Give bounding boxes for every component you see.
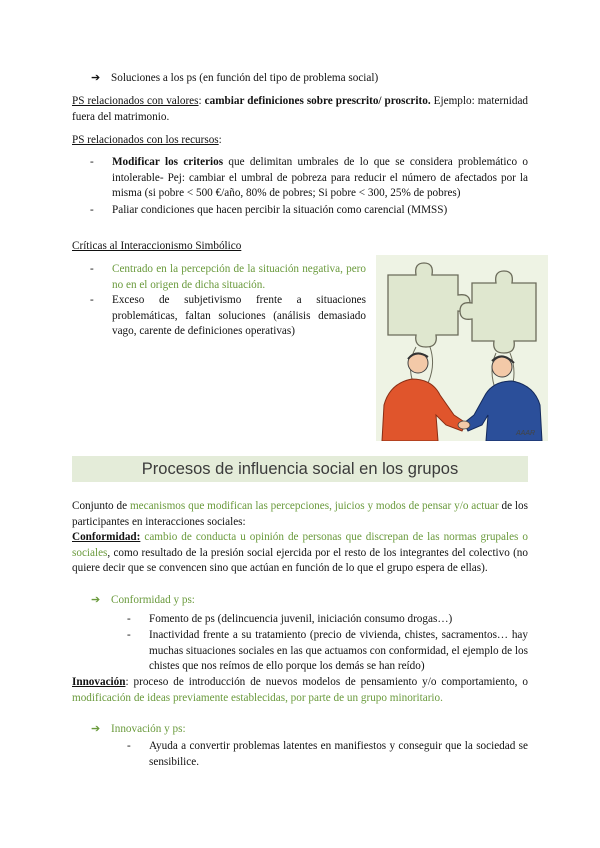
intro-green: mecanismos que modifican las percepciones, juicios y modos de pensar y/o actuar bbox=[129, 500, 499, 512]
recursos-item-1-text: que delimitan umbrales de lo que se considera problemático o intolerable- Pej: cambiar el umbral de pobreza para reducir el número de afectados por la misma (si pobre < 500 €/año, 80% de pobres; Si pobre < 300, 25% de pobres) bbox=[112, 156, 528, 199]
dash-bullet: - bbox=[90, 204, 94, 216]
dash-bullet: - bbox=[90, 263, 94, 275]
valores-colon: : bbox=[198, 95, 202, 107]
recursos-item-1 bbox=[90, 155, 528, 202]
conformidad-arrow-text: Conformidad y ps: bbox=[111, 594, 195, 606]
dash-bullet: - bbox=[127, 629, 131, 641]
recursos-label: PS relacionados con los recursos bbox=[72, 134, 219, 146]
recursos-item-2-text: Paliar condiciones que hacen percibir la situación como carencial (MMSS) bbox=[112, 204, 448, 216]
innovacion-term: Innovación bbox=[72, 676, 126, 688]
solutions-arrow-item bbox=[91, 71, 531, 87]
innovacion-paragraph bbox=[72, 675, 528, 706]
intro-post: de los participantes en interacciones sociales: bbox=[72, 500, 528, 528]
conformidad-paragraph bbox=[72, 530, 528, 577]
innovacion-arrow-text: Innovación y ps: bbox=[111, 723, 186, 735]
innovacion-item-1-text: Ayuda a convertir problemas latentes en manifiestos y conseguir que la sociedad se sensibilice. bbox=[149, 740, 528, 768]
arrow-icon: ➔ bbox=[91, 723, 101, 735]
innovacion-mid: : proceso de introducción de nuevos modelos de pensamiento y/o comportamiento, o bbox=[125, 676, 528, 688]
dash-bullet: - bbox=[127, 613, 131, 625]
dash-bullet: - bbox=[90, 156, 94, 168]
innovacion-green: modificación de ideas previamente establecidas, por parte de un grupo minoritario. bbox=[72, 691, 443, 704]
criticas-item-2-text: Exceso de subjetivismo frente a situaciones problemáticas, faltan soluciones (análisis demasiado vago, carente de definiciones operativas) bbox=[112, 294, 366, 337]
valores-label: PS relacionados con valores bbox=[72, 95, 199, 107]
recursos-heading bbox=[72, 133, 528, 149]
valores-rest: Ejemplo: maternidad fuera del matrimonio. bbox=[72, 95, 529, 123]
section-title: Procesos de influencia social en los grupos bbox=[141, 460, 459, 478]
conformidad-item-2-text: Inactividad frente a su tratamiento (precio de vivienda, chistes, sacramentos… hay muchas situaciones sociales en las que actuamos con conformidad, el ejemplo de los chistes que nos reímos de ello porque los demás se han reído) bbox=[149, 629, 528, 672]
recursos-item-1-bold: Modificar los criterios bbox=[112, 156, 224, 168]
innovacion-item-1 bbox=[127, 739, 528, 770]
dash-bullet: - bbox=[127, 740, 131, 752]
dash-bullet: - bbox=[90, 294, 94, 306]
intro-pre: Conjunto de bbox=[72, 500, 130, 512]
intro-paragraph bbox=[72, 499, 528, 530]
innovacion-arrow-item bbox=[91, 722, 491, 738]
arrow-icon: ➔ bbox=[91, 72, 101, 84]
conformidad-rest: , como resultado de la presión social ejercida por el resto de los integrantes del colectivo (no quiere decir que se convencen sino que actúan en función de lo que el grupo espera de ellas). bbox=[72, 546, 528, 574]
conformidad-item-1 bbox=[127, 612, 528, 628]
criticas-item-1 bbox=[90, 262, 366, 293]
conformidad-item-2 bbox=[127, 628, 528, 675]
criticas-item-2 bbox=[90, 293, 366, 340]
arrow-icon: ➔ bbox=[91, 594, 101, 606]
criticas-item-1-text: Centrado en la percepción de la situación negativa, pero no en el origen de dicha situación. bbox=[112, 263, 366, 291]
puzzle-heads-illustration bbox=[376, 255, 548, 441]
criticas-title: Críticas al Interaccionismo Simbólico bbox=[72, 240, 242, 252]
arrow-item-text: Soluciones a los ps (en función del tipo de problema social) bbox=[111, 72, 379, 84]
recursos-item-2 bbox=[90, 203, 528, 219]
conformidad-arrow-item bbox=[91, 593, 491, 609]
conformidad-term: Conformidad: bbox=[72, 531, 141, 543]
conformidad-item-1-text: Fomento de ps (delincuencia juvenil, iniciación consumo drogas…) bbox=[149, 613, 453, 625]
valores-bold: cambiar definiciones sobre prescrito/ proscrito. bbox=[204, 95, 431, 107]
illustration-signature: AAAR bbox=[516, 430, 536, 437]
recursos-colon: : bbox=[218, 134, 222, 146]
conformidad-green: cambio de conducta u opinión de personas que discrepan de las normas grupales o sociales bbox=[72, 531, 528, 559]
puzzle-thought-icon bbox=[376, 255, 548, 441]
valores-paragraph bbox=[72, 94, 528, 125]
